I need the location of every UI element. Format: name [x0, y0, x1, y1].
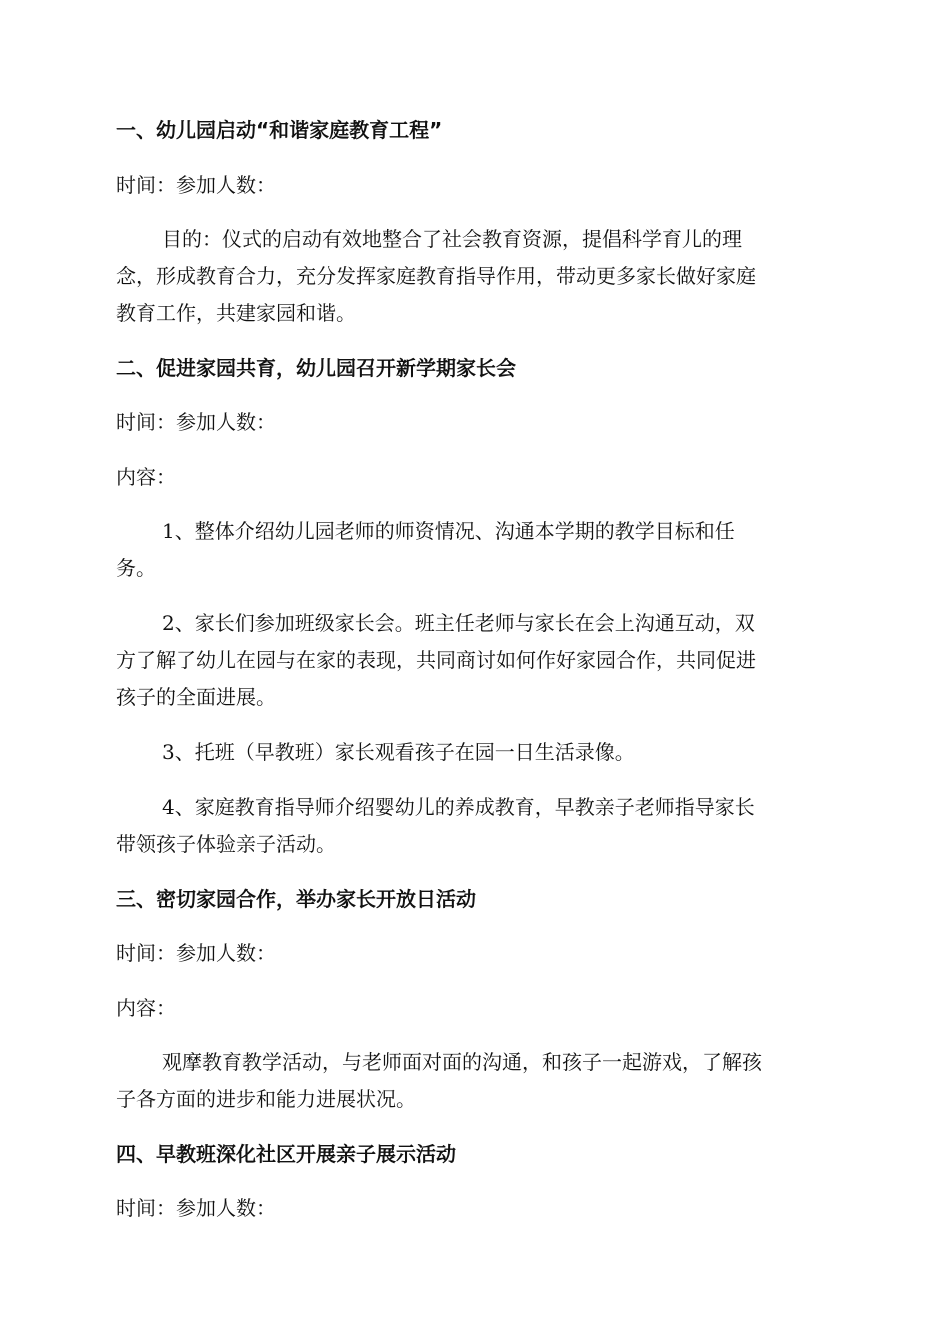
section-1-heading: 一、幼儿园启动“和谐家庭教育工程” [116, 118, 443, 142]
section-2-item-4-line-2: 带领孩子体验亲子活动。 [116, 832, 336, 856]
section-1-purpose-line-2: 念，形成教育合力，充分发挥家庭教育指导作用，带动更多家长做好家庭 [116, 264, 756, 288]
section-2-item-2-line-2: 方了解了幼儿在园与在家的表现，共同商讨如何作好家园合作，共同促进 [116, 648, 756, 672]
section-4-meta: 时间：参加人数： [116, 1196, 276, 1220]
section-1-purpose-line-1: 目的：仪式的启动有效地整合了社会教育资源，提倡科学育儿的理 [162, 227, 742, 251]
section-1-purpose-line-3: 教育工作，共建家园和谐。 [116, 301, 356, 325]
section-1-meta: 时间：参加人数： [116, 173, 276, 197]
section-2-item-3-line-1: 3、托班（早教班）家长观看孩子在园一日生活录像。 [162, 740, 635, 764]
section-2-item-4-line-1: 4、家庭教育指导师介绍婴幼儿的养成教育，早教亲子老师指导家长 [162, 795, 755, 819]
section-3-body-line-1: 观摩教育教学活动，与老师面对面的沟通，和孩子一起游戏，了解孩 [162, 1050, 762, 1074]
section-2-item-2-line-3: 孩子的全面进展。 [116, 685, 276, 709]
section-2-meta: 时间：参加人数： [116, 410, 276, 434]
section-2-content-label: 内容： [116, 465, 176, 489]
section-4-heading: 四、早教班深化社区开展亲子展示活动 [116, 1142, 456, 1166]
section-2-heading: 二、促进家园共育，幼儿园召开新学期家长会 [116, 356, 516, 380]
section-2-item-2-line-1: 2、家长们参加班级家长会。班主任老师与家长在会上沟通互动，双 [162, 611, 755, 635]
section-2-item-1-line-2: 务。 [116, 556, 156, 580]
section-3-body-line-2: 子各方面的进步和能力进展状况。 [116, 1087, 416, 1111]
section-3-meta: 时间：参加人数： [116, 941, 276, 965]
section-3-heading: 三、密切家园合作，举办家长开放日活动 [116, 887, 476, 911]
section-2-item-1-line-1: 1、整体介绍幼儿园老师的师资情况、沟通本学期的教学目标和任 [162, 519, 735, 543]
section-3-content-label: 内容： [116, 996, 176, 1020]
